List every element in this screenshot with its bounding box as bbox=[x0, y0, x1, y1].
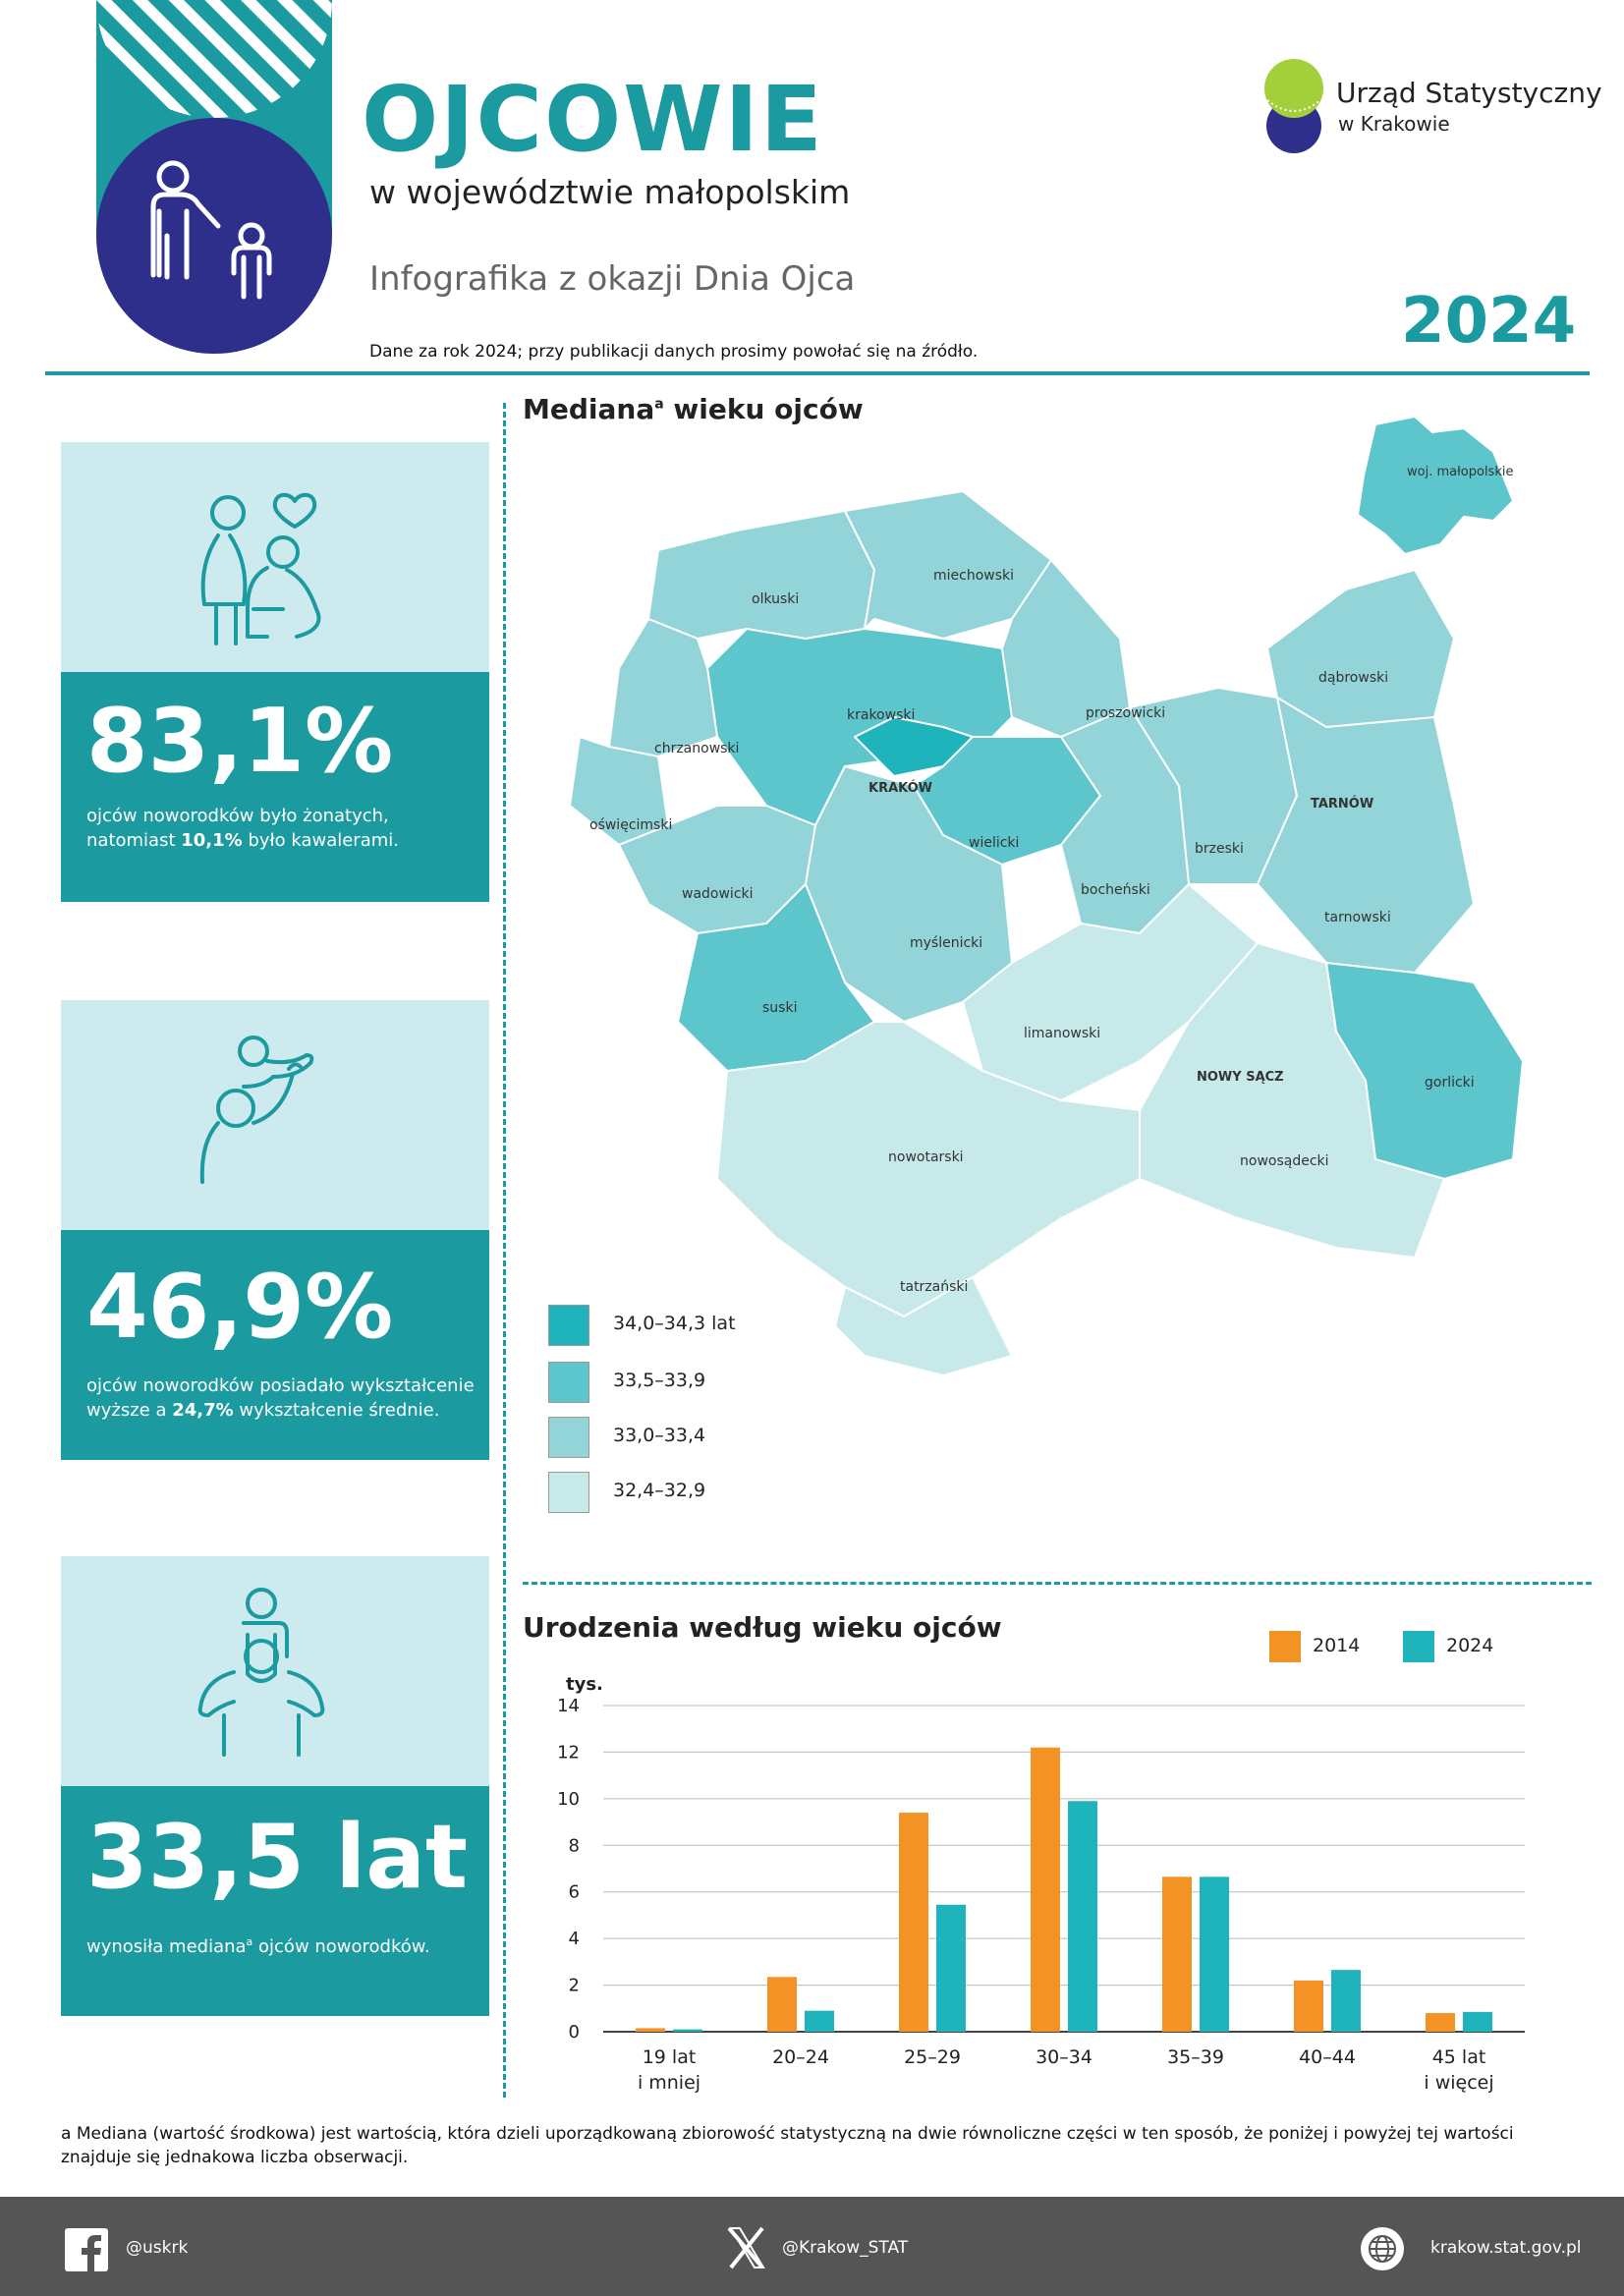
stat-card-2-illustration bbox=[61, 1000, 489, 1230]
stat-value-2: 46,9% bbox=[86, 1256, 394, 1359]
logo-text-line2: w Krakowie bbox=[1338, 112, 1450, 136]
region-tarnowski bbox=[1258, 698, 1474, 973]
map-label-limanowski: limanowski bbox=[1024, 1026, 1101, 1041]
y-tick-label: 2 bbox=[568, 1975, 580, 1996]
father-lifting-child-icon bbox=[61, 1000, 489, 1230]
map-label-dabrowski: dąbrowski bbox=[1318, 670, 1389, 686]
x-category-label: 30–34 bbox=[1036, 2046, 1092, 2068]
map-label-gorlicki: gorlicki bbox=[1425, 1075, 1475, 1091]
map-label-nowosadecki: nowosądecki bbox=[1240, 1153, 1329, 1169]
legend-label-4: 32,4–32,9 bbox=[613, 1480, 706, 1501]
x-handle[interactable]: @Krakow_STAT bbox=[782, 2238, 909, 2258]
chart-title: Urodzenia według wieku ojców bbox=[523, 1611, 1002, 1644]
map-label-tarnow: TARNÓW bbox=[1311, 797, 1374, 812]
x-category-label: 40–44 bbox=[1299, 2046, 1356, 2068]
map-label-bochenski: bocheński bbox=[1081, 882, 1150, 898]
chart-legend-2014-swatch bbox=[1269, 1631, 1301, 1662]
x-icon[interactable] bbox=[727, 2226, 766, 2269]
region-olkuski bbox=[648, 511, 874, 639]
y-tick-label: 14 bbox=[557, 1696, 580, 1716]
source-note: Dane za rok 2024; przy publikacji danych prosimy powołać się na źródło. bbox=[369, 342, 979, 362]
bar-2014-3 bbox=[1031, 1748, 1060, 2032]
map-label-nowotarski: nowotarski bbox=[888, 1149, 964, 1165]
district-map bbox=[550, 472, 1533, 1375]
legend-swatch-4 bbox=[548, 1472, 589, 1513]
bar-2024-0 bbox=[673, 2030, 702, 2032]
chart-legend-2024-swatch bbox=[1403, 1631, 1434, 1662]
map-label-proszowicki: proszowicki bbox=[1086, 705, 1166, 721]
header-badge bbox=[96, 0, 332, 354]
y-tick-label: 4 bbox=[568, 1929, 580, 1950]
stat-text-2: ojców noworodków posiadało wykształcenie wyższe a 24,7% wykształcenie średnie. bbox=[86, 1375, 475, 1421]
map-label-wielicki: wielicki bbox=[969, 835, 1020, 851]
bar-2024-6 bbox=[1463, 2012, 1492, 2032]
y-tick-label: 8 bbox=[568, 1835, 580, 1857]
y-axis-label: tys. bbox=[566, 1674, 603, 1695]
bar-2024-3 bbox=[1068, 1801, 1097, 2032]
website-link[interactable]: krakow.stat.gov.pl bbox=[1430, 2238, 1582, 2258]
map-label-miechowski: miechowski bbox=[933, 568, 1015, 584]
region-dabrowski bbox=[1267, 570, 1454, 727]
globe-icon[interactable] bbox=[1360, 2226, 1405, 2271]
legend-swatch-1 bbox=[548, 1305, 589, 1346]
stat-card-1-illustration bbox=[61, 442, 489, 672]
map-label-krakow: KRAKÓW bbox=[868, 781, 933, 796]
map-label-myslenicki: myślenicki bbox=[910, 935, 983, 951]
stat-card-3-illustration bbox=[61, 1556, 489, 1786]
stat-card-1 bbox=[61, 672, 489, 902]
bar-2014-1 bbox=[767, 1977, 797, 2032]
stat-text-1: ojców noworodków było żonatych, natomiast 10,1% było kawalerami. bbox=[86, 806, 399, 851]
x-category-label: 35–39 bbox=[1167, 2046, 1224, 2068]
stat-text-3: wynosiła mediana$^a$ ojców noworodków. bbox=[86, 1935, 430, 1957]
header-divider bbox=[45, 371, 1590, 375]
map-label-brzeski: brzeski bbox=[1195, 841, 1244, 857]
year-label: 2024 bbox=[1401, 285, 1577, 358]
region-chrzanowski bbox=[609, 619, 717, 756]
logo-icon bbox=[1260, 57, 1328, 155]
x-category-label: i mniej bbox=[637, 2072, 701, 2094]
y-tick-label: 12 bbox=[557, 1742, 580, 1764]
bar-2014-5 bbox=[1294, 1981, 1323, 2032]
infographic-caption: Infografika z okazji Dnia Ojca bbox=[369, 259, 856, 299]
bar-2024-2 bbox=[936, 1905, 966, 2032]
legend-swatch-2 bbox=[548, 1362, 589, 1403]
stat-card-2 bbox=[61, 1230, 489, 1460]
page-title: OJCOWIE bbox=[362, 67, 824, 172]
bar-2014-2 bbox=[899, 1813, 928, 2032]
inset-map-label: woj. małopolskie bbox=[1407, 465, 1514, 479]
bar-2014-4 bbox=[1162, 1876, 1192, 2032]
facebook-handle[interactable]: @uskrk bbox=[126, 2238, 189, 2258]
legend-label-2: 33,5–33,9 bbox=[613, 1370, 706, 1391]
x-category-label: i więcej bbox=[1424, 2072, 1494, 2094]
chart-legend-2024-label: 2024 bbox=[1446, 1635, 1494, 1656]
map-label-tarnowski: tarnowski bbox=[1324, 910, 1391, 925]
stat-value-1: 83,1% bbox=[86, 690, 394, 793]
horizontal-divider bbox=[523, 1582, 1592, 1585]
y-tick-label: 10 bbox=[557, 1788, 580, 1810]
logo-text-line1: Urząd Statystyczny bbox=[1336, 77, 1602, 109]
legend-label-3: 33,0–33,4 bbox=[613, 1425, 706, 1446]
child-on-shoulders-icon bbox=[61, 1556, 489, 1786]
bar-2014-0 bbox=[636, 2028, 665, 2032]
x-category-label: 20–24 bbox=[772, 2046, 829, 2068]
map-label-oswiecimski: oświęcimski bbox=[589, 817, 673, 833]
bar-2024-5 bbox=[1331, 1970, 1361, 2032]
y-tick-label: 6 bbox=[568, 1881, 580, 1903]
map-title: Mediana$^a$ wieku ojców bbox=[523, 393, 864, 425]
stat-value-3: 33,5 lat bbox=[86, 1806, 468, 1909]
page-subtitle: w województwie małopolskim bbox=[369, 173, 851, 211]
chart-legend-2014-label: 2014 bbox=[1313, 1635, 1361, 1656]
footnote: a Mediana (wartość środkowa) jest wartością, która dzieli uporządkowaną zbiorowość statystyczną na dwie równoliczne części w ten sposób, że poniżej i powyżej tej wartości znajduje się jednakowa liczba obserwacji. bbox=[61, 2124, 1514, 2167]
legend-swatch-3 bbox=[548, 1417, 589, 1458]
map-label-chrzanowski: chrzanowski bbox=[654, 741, 740, 756]
vertical-divider bbox=[503, 403, 506, 2098]
map-label-olkuski: olkuski bbox=[752, 591, 800, 607]
bar-2024-4 bbox=[1200, 1876, 1229, 2032]
map-label-wadowicki: wadowicki bbox=[682, 886, 754, 902]
births-bar-chart bbox=[531, 1660, 1552, 2102]
legend-label-1: 34,0–34,3 lat bbox=[613, 1313, 736, 1334]
bar-2024-1 bbox=[805, 2011, 834, 2032]
map-label-krakowski: krakowski bbox=[847, 707, 916, 723]
map-label-suski: suski bbox=[762, 1000, 798, 1016]
x-category-label: 25–29 bbox=[904, 2046, 961, 2068]
mother-father-icon bbox=[61, 442, 489, 672]
bar-2014-6 bbox=[1426, 2013, 1455, 2032]
y-tick-label: 0 bbox=[568, 2022, 580, 2043]
x-category-label: 19 lat bbox=[642, 2046, 697, 2068]
facebook-icon[interactable] bbox=[65, 2228, 108, 2271]
map-label-tatrzanski: tatrzański bbox=[900, 1279, 969, 1295]
map-label-nowy-sacz: NOWY SĄCZ bbox=[1197, 1070, 1284, 1085]
x-category-label: 45 lat bbox=[1431, 2046, 1486, 2068]
stat-card-3 bbox=[61, 1786, 489, 2016]
